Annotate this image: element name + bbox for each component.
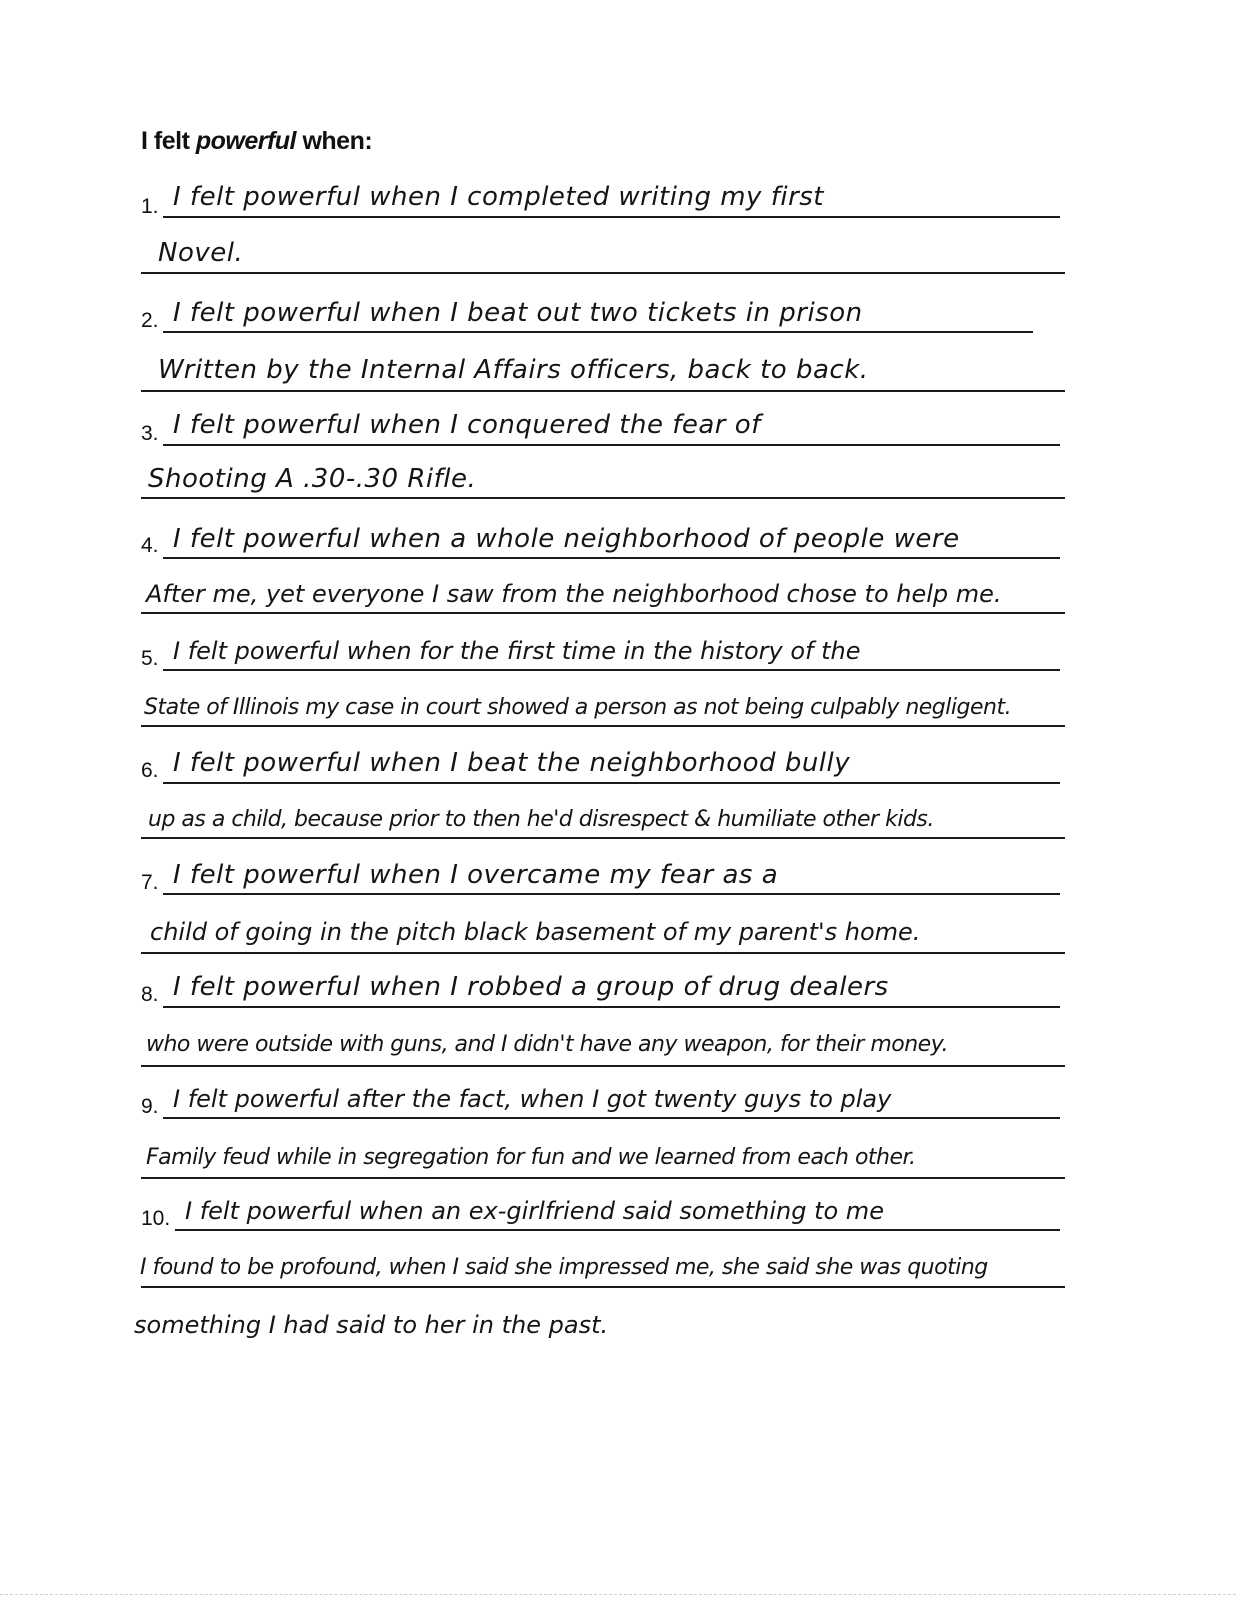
scan-edge-artifact — [0, 1594, 1236, 1595]
answer-line — [163, 669, 1060, 671]
handwritten-text: Written by the Internal Affairs officers, back to back. — [158, 355, 869, 385]
answer-line — [141, 612, 1065, 614]
handwritten-text: I felt powerful when an ex-girlfriend said something to me — [185, 1197, 884, 1225]
handwritten-text: I felt powerful when I overcame my fear as a — [173, 860, 779, 890]
item-number: 1. — [141, 195, 159, 218]
item-number: 8. — [141, 983, 159, 1006]
answer-line — [141, 1065, 1065, 1067]
answer-line — [163, 216, 1060, 218]
answer-line — [141, 952, 1065, 954]
handwritten-text: Family feud while in segregation for fun and we learned from each other. — [146, 1145, 916, 1170]
handwritten-text: State of Illinois my case in court showed a person as not being culpably negligent. — [144, 695, 1012, 720]
item-number: 10. — [141, 1207, 171, 1230]
handwritten-text: I felt powerful when for the first time in the history of the — [173, 637, 861, 665]
handwritten-text: I found to be profound, when I said she impressed me, she said she was quoting — [140, 1255, 988, 1280]
item-number: 9. — [141, 1095, 159, 1118]
handwritten-text: I felt powerful when I beat out two tickets in prison — [173, 298, 863, 328]
handwritten-text: I felt powerful when I robbed a group of drug dealers — [173, 972, 889, 1002]
handwritten-text: I felt powerful when I beat the neighborhood bully — [173, 748, 851, 778]
heading-prefix: I felt — [141, 127, 196, 155]
answer-line — [163, 557, 1060, 559]
item-number: 6. — [141, 759, 159, 782]
answer-line — [163, 1006, 1060, 1008]
answer-line — [141, 1177, 1065, 1179]
item-number: 4. — [141, 534, 159, 557]
answer-line — [163, 1117, 1060, 1119]
answer-line — [141, 837, 1065, 839]
answer-line — [163, 331, 1033, 333]
handwritten-text: I felt powerful when I conquered the fear of — [173, 410, 761, 440]
item-number: 5. — [141, 647, 159, 670]
answer-line — [141, 725, 1065, 727]
heading-suffix: when: — [296, 127, 373, 155]
answer-line — [163, 444, 1060, 446]
answer-line — [163, 782, 1060, 784]
handwritten-text: something I had said to her in the past. — [134, 1311, 609, 1339]
worksheet-heading — [141, 127, 372, 156]
handwritten-text: I felt powerful when a whole neighborhood of people were — [173, 524, 960, 554]
item-number: 7. — [141, 871, 159, 894]
handwritten-text: After me, yet everyone I saw from the neighborhood chose to help me. — [146, 580, 1002, 608]
answer-line — [141, 497, 1065, 499]
handwritten-text: Shooting A .30-.30 Rifle. — [148, 464, 477, 494]
handwritten-text: I felt powerful when I completed writing my first — [173, 182, 825, 212]
answer-line — [141, 390, 1065, 392]
heading-emphasis: powerful — [195, 127, 297, 155]
handwritten-text: I felt powerful after the fact, when I got twenty guys to play — [173, 1085, 892, 1113]
item-number: 3. — [141, 422, 159, 445]
answer-line — [175, 1229, 1060, 1231]
handwritten-text: Novel. — [158, 238, 244, 268]
handwritten-text: who were outside with guns, and I didn't have any weapon, for their money. — [146, 1032, 949, 1057]
item-number: 2. — [141, 309, 159, 332]
handwritten-text: up as a child, because prior to then he'd disrespect & humiliate other kids. — [148, 807, 934, 832]
answer-line — [141, 1286, 1065, 1288]
answer-line — [141, 272, 1065, 274]
handwritten-text: child of going in the pitch black basement of my parent's home. — [150, 918, 921, 946]
answer-line — [163, 893, 1060, 895]
